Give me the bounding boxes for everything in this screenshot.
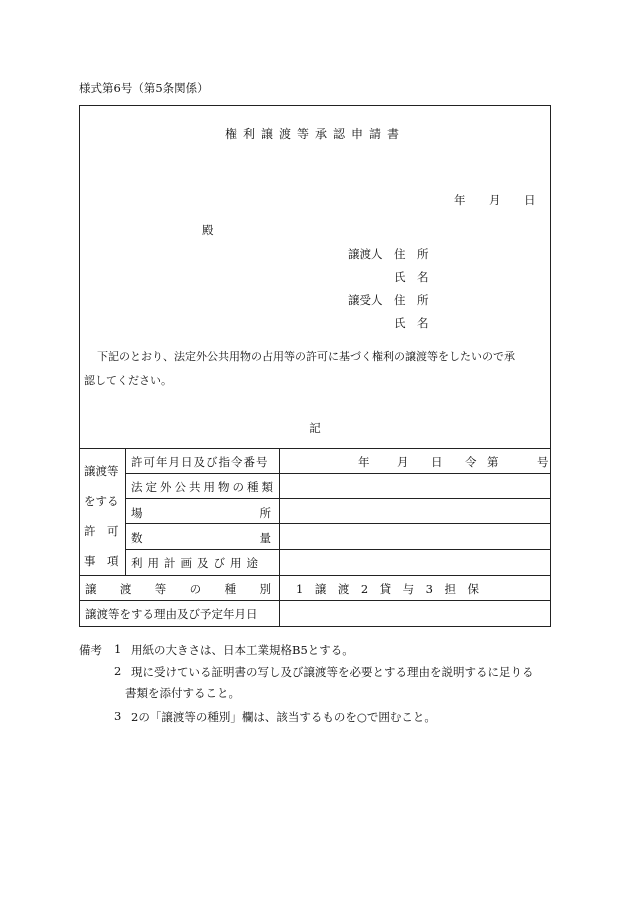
note-1-text: 用紙の大きさは、日本工業規格B5とする。 [131,643,354,657]
form-number: 様式第6号（第5条関係） [79,81,209,95]
quantity-label-char2: 量 [259,531,271,545]
row-permit-date-label: 許可年月日及び指令番号 [131,455,269,469]
table-divider [125,498,551,499]
table-divider [125,523,551,524]
date-month-label: 月 [489,193,501,207]
permit-month-label: 月 [397,455,409,469]
row-location-label [131,505,271,521]
location-label-char2: 所 [259,506,271,520]
note-1-number: 1 [114,642,122,656]
notes-heading: 備考 [79,643,102,657]
group-label-line4: 事 項 [84,554,119,568]
assignee-role: 譲受人 [348,293,383,307]
row-usage-plan-label: 利用計画及び用途 [131,556,263,570]
note-2-text: 現に受けている証明書の写し及び譲渡等を必要とする理由を説明するに足りる [131,665,534,679]
row-transfer-type-label [85,581,271,597]
permit-order-label: 令 [465,455,477,469]
transfer-type-char1: 譲 [85,582,97,596]
table-divider [79,600,551,601]
quantity-label-char1: 数 [131,531,143,545]
transfer-type-char6: 別 [259,582,271,596]
note-2-text-cont: 書類を添付すること。 [125,686,240,700]
body-text-line1: 下記のとおり、法定外公共用物の占用等の許可に基づく権利の譲渡等をしたいので承 [97,350,515,363]
table-divider [125,549,551,550]
transfer-type-char5: 種 [224,582,237,596]
group-label-line1: 譲渡等 [84,464,119,478]
note-3-number: 3 [114,709,122,723]
form-title: 権利譲渡等承認申請書 [224,127,405,141]
assignee-address-label: 住 所 [394,293,429,307]
group-label-line2: をする [84,494,119,508]
table-vertical-divider [125,448,126,575]
row-quantity-label [131,530,271,546]
transfer-type-char2: 渡 [119,582,132,596]
table-divider [79,575,551,576]
assignee-name-label: 氏 名 [394,316,429,330]
assignor-role: 譲渡人 [348,247,383,261]
transfer-type-char3: 等 [154,582,167,596]
permit-number-label: 号 [537,455,549,469]
group-label-line3: 許 可 [84,524,119,538]
assignor-address-label: 住 所 [394,247,429,261]
note-3-text: 2の「譲渡等の種別」欄は、該当するものを○で囲むこと。 [131,710,436,724]
table-top-border [79,448,551,449]
permit-day-label: 日 [431,455,443,469]
ki-marker: 記 [309,421,321,435]
table-vertical-divider [279,448,280,626]
date-day-label: 日 [524,193,536,207]
note-2-number: 2 [114,664,122,678]
transfer-type-options: 1 譲 渡 2 貸 与 3 担 保 [296,582,479,596]
row-public-object-type-label: 法定外公共用物の種類 [131,480,276,494]
addressee-suffix: 殿 [202,223,214,237]
transfer-type-char4: の [189,582,202,596]
assignor-name-label: 氏 名 [394,270,429,284]
permit-dai-label: 第 [487,455,499,469]
location-label-char1: 場 [131,506,143,520]
body-text-line2: 認してください。 [84,374,172,387]
date-year-label: 年 [454,193,466,207]
table-divider [125,473,551,474]
permit-year-label: 年 [358,455,370,469]
row-reason-label: 譲渡等をする理由及び予定年月日 [85,607,258,621]
